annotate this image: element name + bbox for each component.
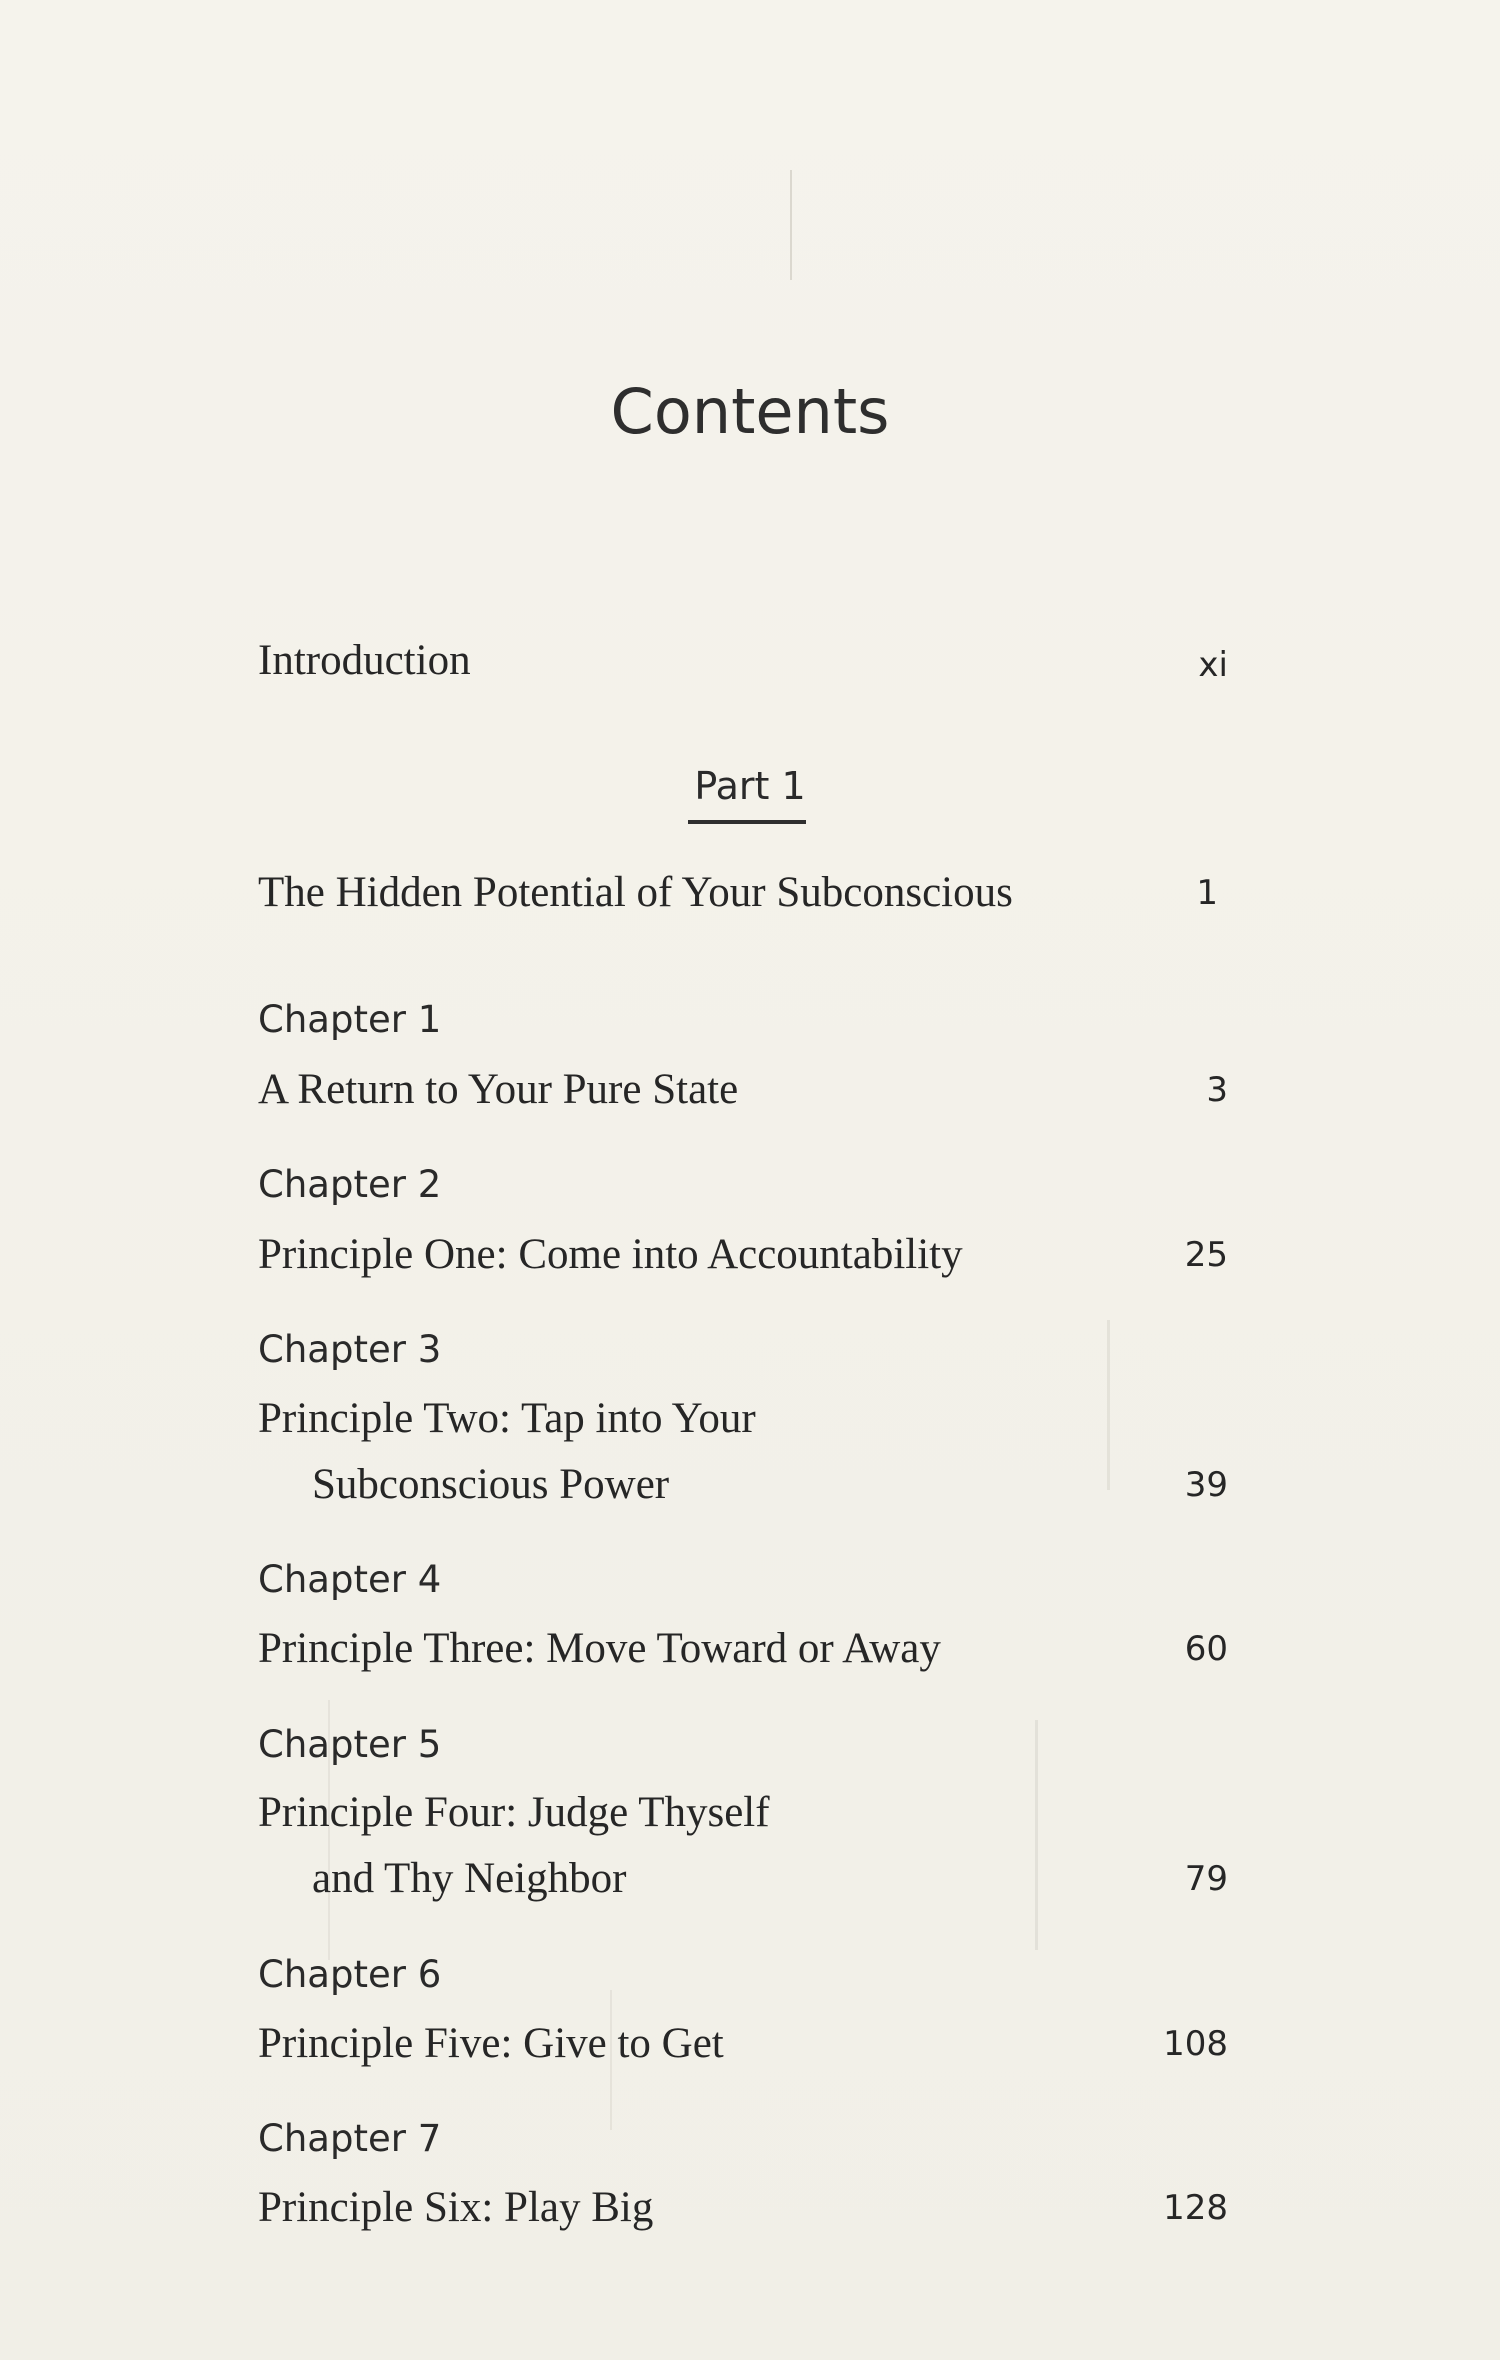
toc-entry-title: The Hidden Potential of Your Subconscious [258, 869, 1013, 916]
toc-entry-chapter-3 [258, 1386, 1230, 1518]
toc-entry-chapter-7 [258, 2175, 1230, 2241]
chapter-label: Chapter 2 [258, 1163, 442, 1206]
toc-entry-chapter-2 [258, 1222, 1230, 1288]
toc-page-number: 128 [1163, 2188, 1228, 2228]
toc-entry-title: Introduction [258, 637, 471, 684]
toc-page-number: 60 [1184, 1629, 1228, 1669]
toc-entry-chapter-6 [258, 2011, 1230, 2077]
toc-entry-title: Principle Six: Play Big [258, 2184, 654, 2231]
part-underline [688, 820, 806, 824]
toc-entry-title: Principle Three: Move Toward or Away [258, 1625, 941, 1672]
toc-entry-chapter-1 [258, 1057, 1230, 1123]
toc-entry-chapter-5 [258, 1780, 1230, 1912]
toc-entry-title [258, 1780, 1230, 1912]
toc-page-number: 25 [1184, 1235, 1228, 1275]
toc-page-number: 3 [1206, 1070, 1228, 1110]
toc-page-number: xi [1198, 645, 1228, 685]
part-label: Part 1 [694, 764, 806, 808]
toc-entry-title-line-1: Principle Two: Tap into Your [258, 1395, 756, 1442]
chapter-label: Chapter 7 [258, 2117, 442, 2160]
toc-entry-title-line-1: Principle Four: Judge Thyself [258, 1789, 770, 1836]
chapter-label: Chapter 1 [258, 998, 442, 1041]
toc-entry-part-1 [258, 860, 1230, 926]
toc-entry-title: Principle One: Come into Accountability [258, 1231, 963, 1278]
toc-entry-title-line-2: and Thy Neighbor [312, 1855, 627, 1902]
toc-entry-title: Principle Five: Give to Get [258, 2020, 724, 2067]
chapter-label: Chapter 3 [258, 1328, 442, 1371]
chapter-label: Chapter 6 [258, 1953, 442, 1996]
toc-page-number: 108 [1163, 2024, 1228, 2064]
toc-entry-introduction [258, 628, 1230, 694]
toc-page-number: 1 [1196, 873, 1218, 913]
toc-page-number: 39 [1184, 1465, 1228, 1505]
scan-mark [790, 170, 792, 280]
toc-entry-title [258, 1386, 1230, 1518]
toc-entry-title: A Return to Your Pure State [258, 1066, 739, 1113]
chapter-label: Chapter 4 [258, 1558, 442, 1601]
toc-entry-title-line-2: Subconscious Power [312, 1461, 670, 1508]
chapter-label: Chapter 5 [258, 1723, 442, 1766]
page-title: Contents [610, 375, 890, 448]
toc-page-number: 79 [1184, 1859, 1228, 1899]
toc-entry-chapter-4 [258, 1616, 1230, 1682]
